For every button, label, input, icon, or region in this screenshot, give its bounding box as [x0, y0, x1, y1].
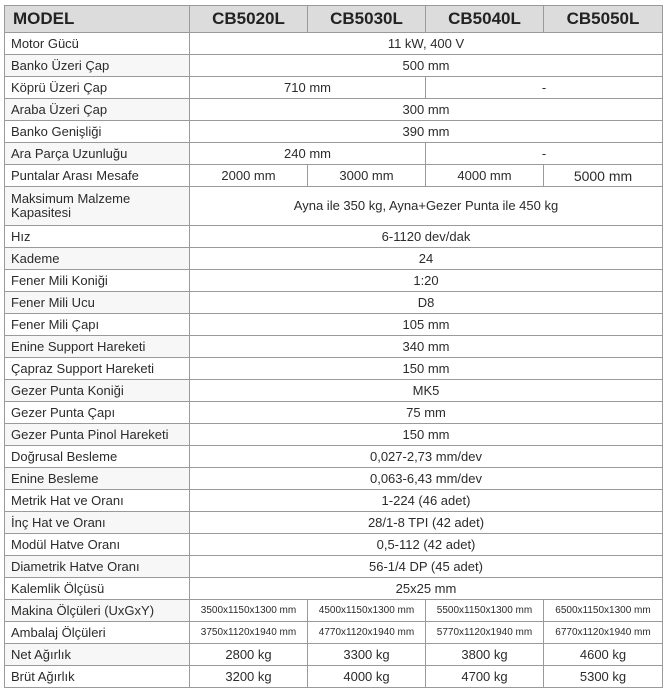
row-label: Gezer Punta Koniği — [5, 380, 190, 402]
row-brut — [5, 666, 663, 688]
row-value: 3800 kg — [426, 644, 544, 666]
row-kopru — [5, 77, 663, 99]
row-label: Enine Support Hareketi — [5, 336, 190, 358]
row-value: 500 mm — [190, 55, 663, 77]
row-motor — [5, 33, 663, 55]
row-value: Ayna ile 350 kg, Ayna+Gezer Punta ile 450 kg — [190, 187, 663, 226]
row-inc — [5, 512, 663, 534]
row-araba — [5, 99, 663, 121]
row-value: 3300 kg — [308, 644, 426, 666]
row-value: 56-1/4 DP (45 adet) — [190, 556, 663, 578]
row-value: 300 mm — [190, 99, 663, 121]
row-ara-parca — [5, 143, 663, 165]
row-fener-cap — [5, 314, 663, 336]
header-row — [5, 6, 663, 33]
col-header-cb5030l: CB5030L — [308, 6, 426, 33]
row-label: Banko Üzeri Çap — [5, 55, 190, 77]
row-label: Ambalaj Ölçüleri — [5, 622, 190, 644]
row-value: 5300 kg — [544, 666, 663, 688]
row-label: Gezer Punta Pinol Hareketi — [5, 424, 190, 446]
row-value: 3000 mm — [308, 165, 426, 187]
row-value: - — [426, 143, 663, 165]
row-value: MK5 — [190, 380, 663, 402]
row-value: 5770x1120x1940 mm — [426, 622, 544, 644]
row-enine-bes — [5, 468, 663, 490]
row-label: Net Ağırlık — [5, 644, 190, 666]
row-label: Kademe — [5, 248, 190, 270]
row-value: 2800 kg — [190, 644, 308, 666]
row-value: 4500x1150x1300 mm — [308, 600, 426, 622]
row-value: 6770x1120x1940 mm — [544, 622, 663, 644]
row-value: 6-1120 dev/dak — [190, 226, 663, 248]
row-value: 710 mm — [190, 77, 426, 99]
row-value: 1-224 (46 adet) — [190, 490, 663, 512]
row-net — [5, 644, 663, 666]
row-value: 4000 kg — [308, 666, 426, 688]
row-label: Diametrik Hatve Oranı — [5, 556, 190, 578]
row-value: D8 — [190, 292, 663, 314]
row-value: 150 mm — [190, 358, 663, 380]
col-header-cb5020l: CB5020L — [190, 6, 308, 33]
row-label: Metrik Hat ve Oranı — [5, 490, 190, 512]
row-hiz — [5, 226, 663, 248]
row-value: 25x25 mm — [190, 578, 663, 600]
row-label: Gezer Punta Çapı — [5, 402, 190, 424]
row-label: Köprü Üzeri Çap — [5, 77, 190, 99]
row-label: Çapraz Support Hareketi — [5, 358, 190, 380]
row-label: Fener Mili Ucu — [5, 292, 190, 314]
row-fener-konik — [5, 270, 663, 292]
row-value: 5500x1150x1300 mm — [426, 600, 544, 622]
row-value: 390 mm — [190, 121, 663, 143]
row-value: 28/1-8 TPI (42 adet) — [190, 512, 663, 534]
row-modul — [5, 534, 663, 556]
row-banko-gen — [5, 121, 663, 143]
row-value: 4770x1120x1940 mm — [308, 622, 426, 644]
row-puntalar — [5, 165, 663, 187]
row-value: 4700 kg — [426, 666, 544, 688]
row-label: Fener Mili Koniği — [5, 270, 190, 292]
row-gezer-pinol — [5, 424, 663, 446]
row-capraz-sup — [5, 358, 663, 380]
row-value: - — [426, 77, 663, 99]
row-label: Hız — [5, 226, 190, 248]
row-enine-sup — [5, 336, 663, 358]
row-label: Banko Genişliği — [5, 121, 190, 143]
row-label: İnç Hat ve Oranı — [5, 512, 190, 534]
row-value: 24 — [190, 248, 663, 270]
row-value: 105 mm — [190, 314, 663, 336]
spec-table — [4, 5, 663, 688]
col-header-cb5040l: CB5040L — [426, 6, 544, 33]
row-label: Brüt Ağırlık — [5, 666, 190, 688]
row-value: 340 mm — [190, 336, 663, 358]
row-label: Enine Besleme — [5, 468, 190, 490]
row-dogrusal — [5, 446, 663, 468]
row-gezer-konik — [5, 380, 663, 402]
row-value: 5000 mm — [544, 165, 663, 187]
row-value: 3200 kg — [190, 666, 308, 688]
row-value: 1:20 — [190, 270, 663, 292]
row-label: Fener Mili Çapı — [5, 314, 190, 336]
row-value: 3750x1120x1940 mm — [190, 622, 308, 644]
row-banko-cap — [5, 55, 663, 77]
row-value: 3500x1150x1300 mm — [190, 600, 308, 622]
row-kalemlik — [5, 578, 663, 600]
row-value: 6500x1150x1300 mm — [544, 600, 663, 622]
row-makina-olcu — [5, 600, 663, 622]
row-value: 0,5-112 (42 adet) — [190, 534, 663, 556]
row-label: Motor Gücü — [5, 33, 190, 55]
row-label: Araba Üzeri Çap — [5, 99, 190, 121]
row-maks — [5, 187, 663, 226]
row-value: 0,027-2,73 mm/dev — [190, 446, 663, 468]
model-header: MODEL — [5, 6, 190, 33]
row-label: Puntalar Arası Mesafe — [5, 165, 190, 187]
row-ambalaj — [5, 622, 663, 644]
row-value: 4000 mm — [426, 165, 544, 187]
row-label: Kalemlik Ölçüsü — [5, 578, 190, 600]
row-fener-ucu — [5, 292, 663, 314]
row-value: 11 kW, 400 V — [190, 33, 663, 55]
row-label: Modül Hatve Oranı — [5, 534, 190, 556]
row-value: 75 mm — [190, 402, 663, 424]
row-value: 2000 mm — [190, 165, 308, 187]
row-label: Maksimum Malzeme Kapasitesi — [5, 187, 190, 226]
row-value: 150 mm — [190, 424, 663, 446]
row-label: Doğrusal Besleme — [5, 446, 190, 468]
row-value: 4600 kg — [544, 644, 663, 666]
row-diametrik — [5, 556, 663, 578]
row-gezer-cap — [5, 402, 663, 424]
row-metrik — [5, 490, 663, 512]
col-header-cb5050l: CB5050L — [544, 6, 663, 33]
row-label: Makina Ölçüleri (UxGxY) — [5, 600, 190, 622]
row-kademe — [5, 248, 663, 270]
row-value: 240 mm — [190, 143, 426, 165]
row-value: 0,063-6,43 mm/dev — [190, 468, 663, 490]
row-label: Ara Parça Uzunluğu — [5, 143, 190, 165]
